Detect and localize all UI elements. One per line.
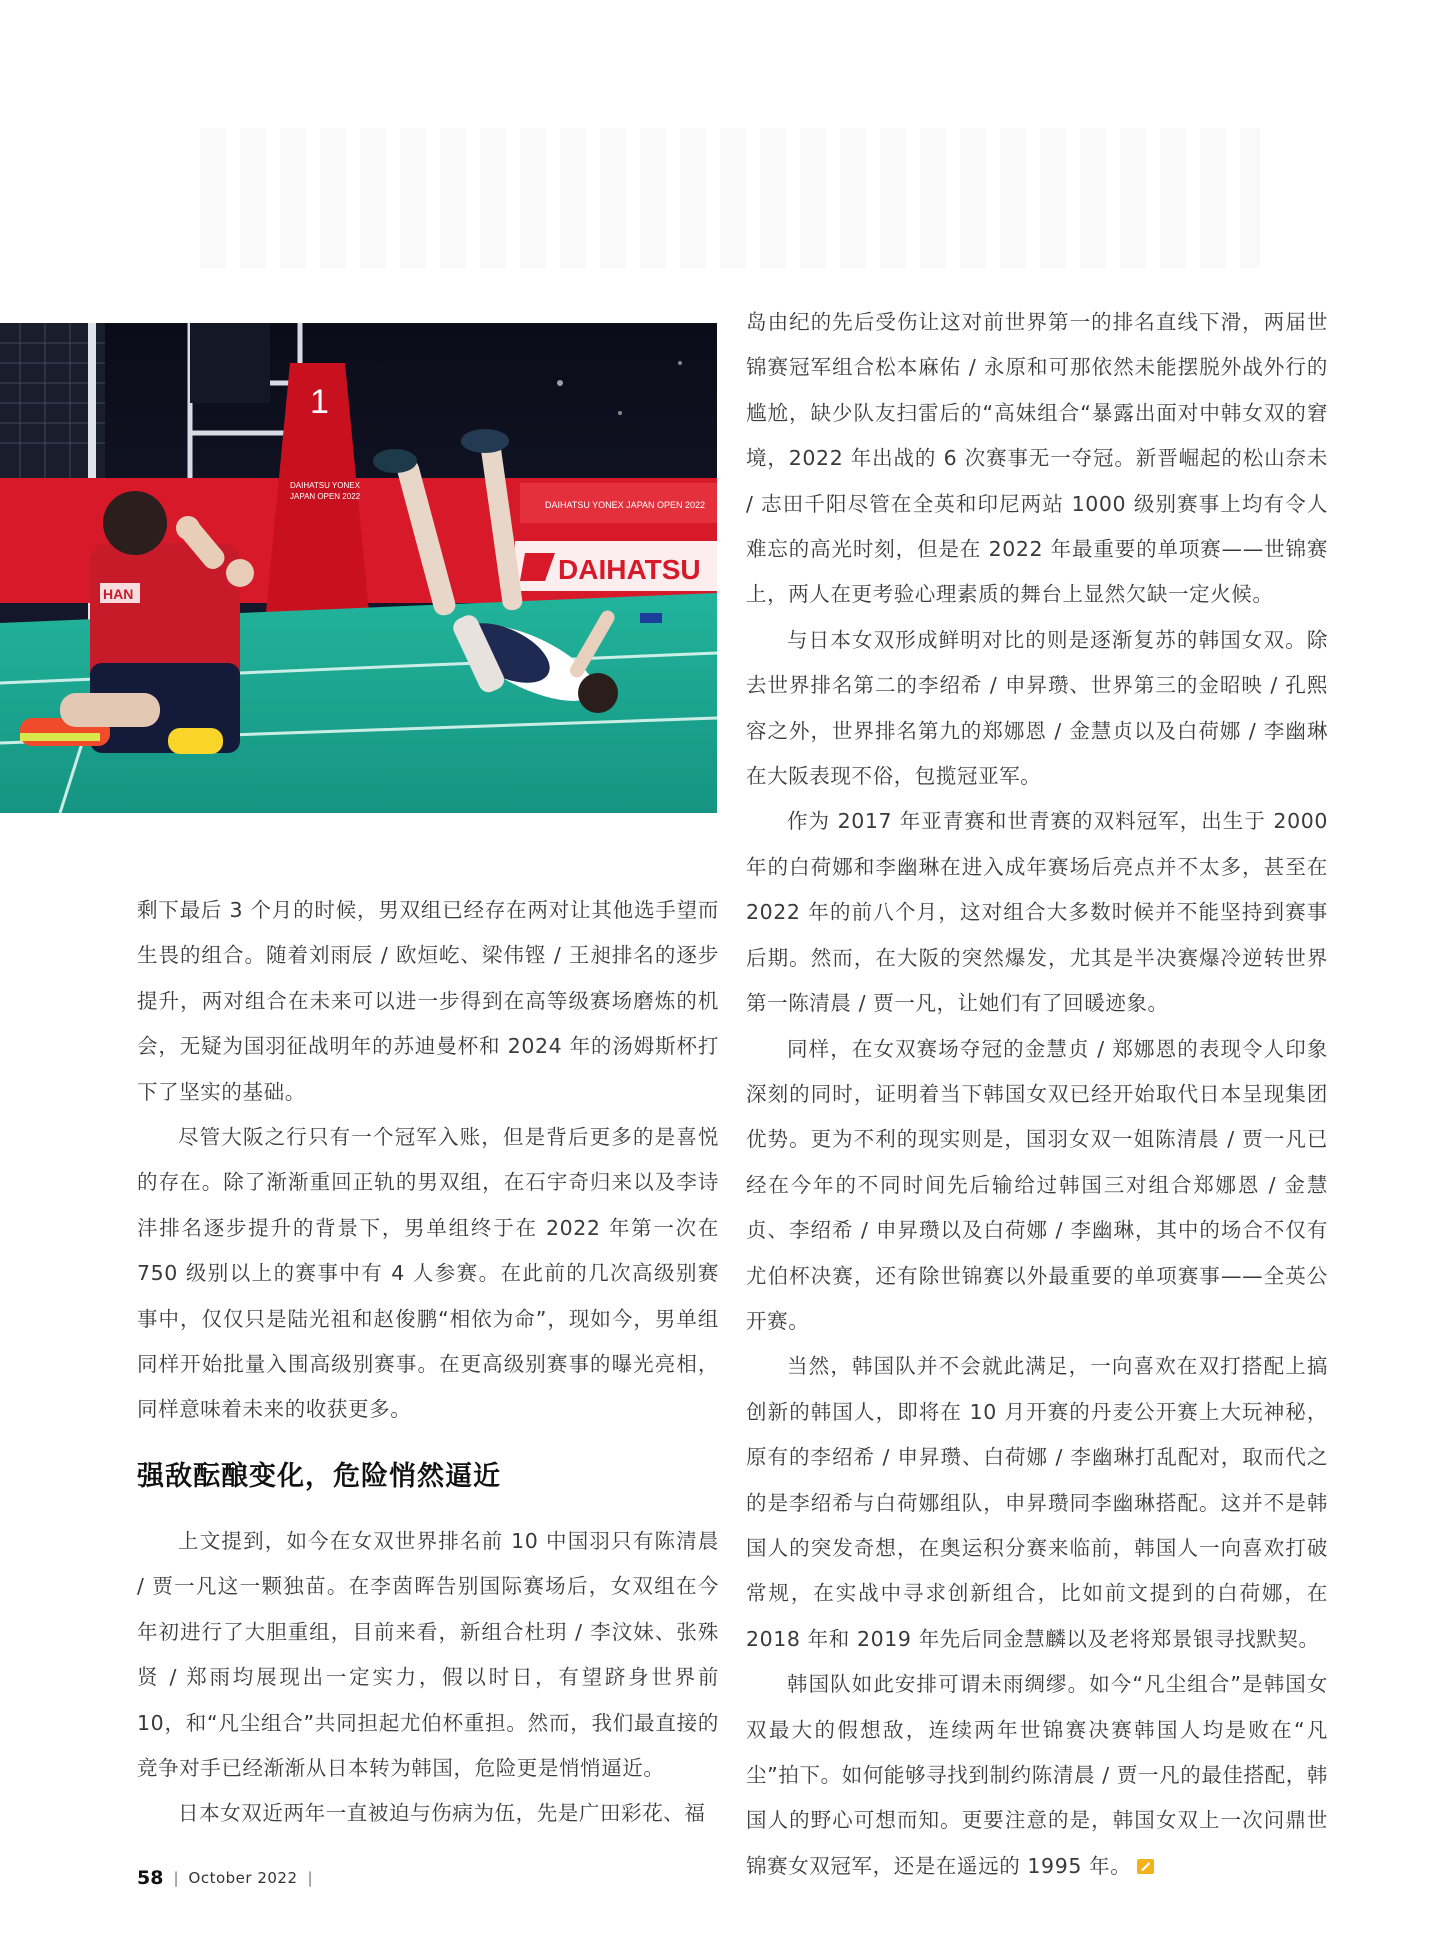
body-paragraph: 当然，韩国队并不会就此满足，一向喜欢在双打搭配上搞创新的韩国人，即将在 10 月开赛的丹麦公开赛上大玩神秘，原有的李绍希 / 申昇瓒、白荷娜 / 李幽琳打乱配对，取而代之的是李绍希与白荷娜组队，申昇瓒同李幽琳搭配。这并不是韩国人的突发奇想，在奥运积分赛来临前，韩国人一向喜欢打破常规，在实战中寻求创新组合，比如前文提到的白荷娜，在 2018 年和 2019 年先后同金慧麟以及老将郑景银寻找默契。 xyxy=(746,1354,1328,1651)
badminton-celebration-photo xyxy=(0,323,717,813)
body-paragraph: 同样，在女双赛场夺冠的金慧贞 / 郑娜恩的表现令人印象深刻的同时，证明着当下韩国女双已经开始取代日本呈现集团优势。更为不利的现实则是，国羽女双一姐陈清晨 / 贾一凡已经在今年的不同时间先后输给过韩国三对组合郑娜恩 / 金慧贞、李绍希 / 申昇瓒以及白荷娜 / 李幽琳，其中的场合不仅有尤伯杯决赛，还有除世锦赛以外最重要的单项赛事——全英公开赛。 xyxy=(746,1036,1328,1333)
body-paragraph: 作为 2017 年亚青赛和世青赛的双料冠军，出生于 2000 年的白荷娜和李幽琳在进入成年赛场后亮点并不太多，甚至在 2022 年的前八个月，这对组合大多数时候并不能坚持到赛事后期。然而，在大阪的突然爆发，尤其是半决赛爆冷逆转世界第一陈清晨 / 贾一凡，让她们有了回暖迹象。 xyxy=(746,809,1328,1016)
left-column xyxy=(137,888,719,1837)
body-paragraph: 尽管大阪之行只有一个冠军入账，但是背后更多的是喜悦的存在。除了渐渐重回正轨的男双组，在石宇奇归来以及李诗沣排名逐步提升的背景下，男单组终于在 2022 年第一次在 750 级别以上的赛事中有 4 人参赛。在此前的几次高级别赛事中，仅仅只是陆光祖和赵俊鹏“相依为命”，现如今，男单组同样开始批量入围高级别赛事。在更高级别赛事的曝光亮相，同样意味着未来的收获更多。 xyxy=(137,1125,719,1422)
sign-brand: DAIHATSU xyxy=(558,554,701,585)
body-paragraph: 岛由纪的先后受伤让这对前世界第一的排名直线下滑，两届世锦赛冠军组合松本麻佑 / 永原和可那依然未能摆脱外战外行的尴尬，缺少队友扫雷后的“高妹组合“暴露出面对中韩女双的窘境，2022 年出战的 6 次赛事无一夺冠。新晋崛起的松山奈未 / 志田千阳尽管在全英和印尼两站 1000 级别赛事上均有令人难忘的高光时刻，但是在 2022 年最重要的单项赛——世锦赛上，两人在更考验心理素质的舞台上显然欠缺一定火候。 xyxy=(746,310,1328,607)
sign-line-2: JAPAN OPEN 2022 xyxy=(290,492,361,501)
court-number: 1 xyxy=(310,383,329,421)
body-paragraph: 剩下最后 3 个月的时候，男双组已经存在两对让其他选手望而生畏的组合。随着刘雨辰 / 欧烜屹、梁伟铿 / 王昶排名的逐步提升，两对组合在未来可以进一步得到在高等级赛场磨炼的机会，无疑为国羽征战明年的苏迪曼杯和 2024 年的汤姆斯杯打下了坚实的基础。 xyxy=(137,898,719,1104)
body-paragraph: 日本女双近两年一直被迫与伤病为伍，先是广田彩花、福 xyxy=(178,1801,706,1826)
body-paragraph: 与日本女双形成鲜明对比的则是逐渐复苏的韩国女双。除去世界排名第二的李绍希 / 申昇瓒、世界第三的金昭映 / 孔熙容之外，世界排名第九的郑娜恩 / 金慧贞以及白荷娜 / 李幽琳在大阪表现不俗，包揽冠亚军。 xyxy=(746,627,1328,789)
player-back-text: HAN xyxy=(103,586,134,602)
body-paragraph: 上文提到，如今在女双世界排名前 10 中国羽只有陈清晨 / 贾一凡这一颗独苗。在李茵晖告别国际赛场后，女双组在今年初进行了大胆重组，目前来看，新组合杜玥 / 李汶妹、张殊贤 / 郑雨均展现出一定实力，假以时日，有望跻身世界前 10，和“凡尘组合”共同担起尤伯杯重担。然而，我们最直接的竞争对手已经渐渐从日本转为韩国，危险更是悄悄逼近。 xyxy=(137,1528,719,1780)
article-end-icon xyxy=(1137,1859,1154,1874)
page-number: 58 xyxy=(137,1867,164,1889)
sign-line-1: DAIHATSU YONEX xyxy=(290,481,360,490)
right-column xyxy=(746,300,1328,1889)
banner-text: DAIHATSU YONEX JAPAN OPEN 2022 xyxy=(545,500,706,510)
issue-date: October 2022 xyxy=(188,1869,298,1887)
footer-divider: | xyxy=(173,1869,179,1887)
page-footer xyxy=(137,1867,313,1889)
last-paragraph-text: 韩国队如此安排可谓未雨绸缪。如今“凡尘组合”是韩国女双最大的假想敌，连续两年世锦赛决赛韩国人均是败在“凡尘”拍下。如何能够寻找到制约陈清晨 / 贾一凡的最佳搭配，韩国人的野心可想而知。更要注意的是，韩国女双上一次问鼎世锦赛女双冠军，还是在遥远的 1995 年。 xyxy=(746,1672,1328,1878)
body-paragraph-last xyxy=(746,1662,1328,1889)
footer-divider: | xyxy=(307,1869,313,1887)
section-heading: 强敌酝酿变化，危险悄然逼近 xyxy=(137,1460,501,1492)
faded-header-text xyxy=(200,128,1260,268)
